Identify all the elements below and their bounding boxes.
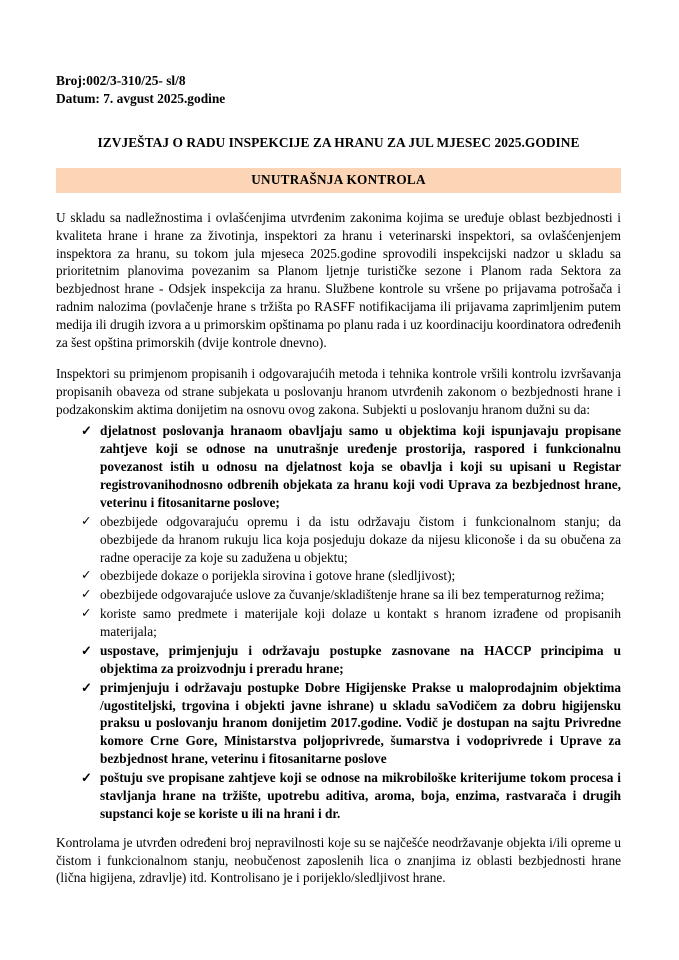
list-item [56, 769, 621, 823]
list-item-text: djelatnost poslovanja hranaom obavljaju samo u objektima koji ispunjavaju propisane zahtjeve koji se odnose na unutrašnje uređenje prostorija, raspored i funkcionalnu povezanost istih u odnosu na djelatnost koja se obavlja i koji su upisani u Registar registrovanihodnosno odbrenih objekata za hranu koji vodi Uprava za bezbjednost hrane, veterinu i fitosanitarne poslove; [100, 423, 621, 510]
check-icon: ✓ [81, 423, 92, 439]
check-icon: ✓ [81, 679, 92, 695]
list-item-text: koriste samo predmete i materijale koji dolaze u kontakt s hranom izrađene od propisanih materijala; [100, 606, 621, 640]
list-item-text: uspostave, primjenjuju i održavaju postupke zasnovane na HACCP principima u objektima za proizvodnju i preradu hrane; [100, 642, 621, 676]
list-item [56, 586, 621, 604]
list-item-text: obezbijede odgovarajuće uslove za čuvanje/skladištenje hrane sa ili bez temperaturnog režima; [100, 587, 605, 603]
check-icon: ✓ [81, 770, 92, 786]
document-meta [56, 72, 621, 107]
list-item [56, 605, 621, 641]
list-item [56, 679, 621, 768]
list-item-text: poštuju sve propisane zahtjeve koji se odnose na mikrobiloške kriterijume tokom procesa i stavljanja hrane na tržište, upotrebu aditiva, aroma, boja, enzima, rastvarača i drugih supstanci koje se koriste u ili na hrani i dr. [100, 770, 621, 821]
list-item-text: obezbijede dokaze o porijekla sirovina i gotove hrane (sledljivost); [100, 568, 456, 584]
paragraph-intro: U skladu sa nadležnostima i ovlašćenjima utvrđenim zakonima kojima se uređuje oblast bezbjednosti i kvaliteta hrane i hrane za životinja, inspektori za hranu i veterinarski inspektori, sa ovlašćenjenjem inspektora za hranu, su tokom jula mjeseca 2025.godine sprovodili inspekcijski nadzor u skladu sa prioritetnim planovima povezanim sa Planom ljetnje turističke sezone i Planom rada Sektora za bezbjednost hrane - Odsjek inspekcija za hranu. Službene kontrole su vršene po prijavama potrošača i radnim nalozima (povlačenje hrane s tržišta po RASFF notifikacijama ili prijavama zaprimljenim putem medija ili drugih izvora a u primorskim opštinama po planu rada i uz koordinaciju koordinatora određenih za šest opština primorskih (dvije kontrole dnevno). [56, 209, 621, 350]
check-icon: ✓ [81, 513, 92, 528]
paragraph-methods: Inspektori su primjenom propisanih i odgovarajućih metoda i tehnika kontrole vršili kontrolu izvršavanja propisanih obaveza od strane subjekata u poslovanju hranom utvrđenih zakonom o bezbjednosti hrane i podzakonskim aktima donijetim na osnovu ovog zakona. Subjekti u poslovanju hranom dužni su da: [56, 365, 621, 417]
page-title: IZVJEŠTAJ O RADU INSPEKCIJE ZA HRANU ZA JUL MJESEC 2025.GODINE [97, 135, 580, 151]
list-item [56, 642, 621, 678]
list-item [56, 513, 621, 567]
list-item [56, 422, 621, 511]
list-item-text: obezbijede odgovarajuću opremu i da istu održavaju čistom i funkcionalnom stanju; da obezbijede da hranom rukuju lica koja posjeduju dokaze da nijesu kliconoše i da su obučena za radne operacije za koje su zadužena u objektu; [100, 513, 621, 565]
document-number: Broj:002/3-310/25- sl/8 [56, 73, 186, 88]
obligations-list [56, 422, 621, 822]
section-heading-unutrasnja-kontrola: UNUTRAŠNJA KONTROLA [56, 168, 621, 193]
check-icon: ✓ [81, 606, 92, 621]
document-date: Datum: 7. avgust 2025.godine [56, 90, 226, 106]
paragraph-closing: Kontrolama je utvrđen određeni broj nepravilnosti koje su se najčešće neodržavanje objekta i/ili opreme u čistom i funkcionalnom stanju, neobučenost zaposlenih lica o znanjima iz oblasti bezbjednosti hrane (lična higijena, zdravlje) itd. Kontrolisano je i porijeklo/sledljivost hrane. [56, 834, 621, 886]
list-item [56, 567, 621, 585]
list-item-text: primjenjuju i održavaju postupke Dobre Higijenske Prakse u maloprodajnim objektima /ugostiteljski, trgovina i objekti javne ishrane) u skladu saVodičem za dobru higijensku praksu u poslovanju hranom donijetim 2017.godine. Vodič je dostupan na sajtu Privredne komore Crne Gore, Ministarstva poljoprivrede, šumarstva i vodoprivrede i Uprave za bezbjednost hrane, veterinu i fitosanitarne poslove [100, 679, 621, 767]
check-icon: ✓ [81, 587, 92, 602]
check-icon: ✓ [81, 568, 92, 583]
check-icon: ✓ [81, 642, 92, 658]
